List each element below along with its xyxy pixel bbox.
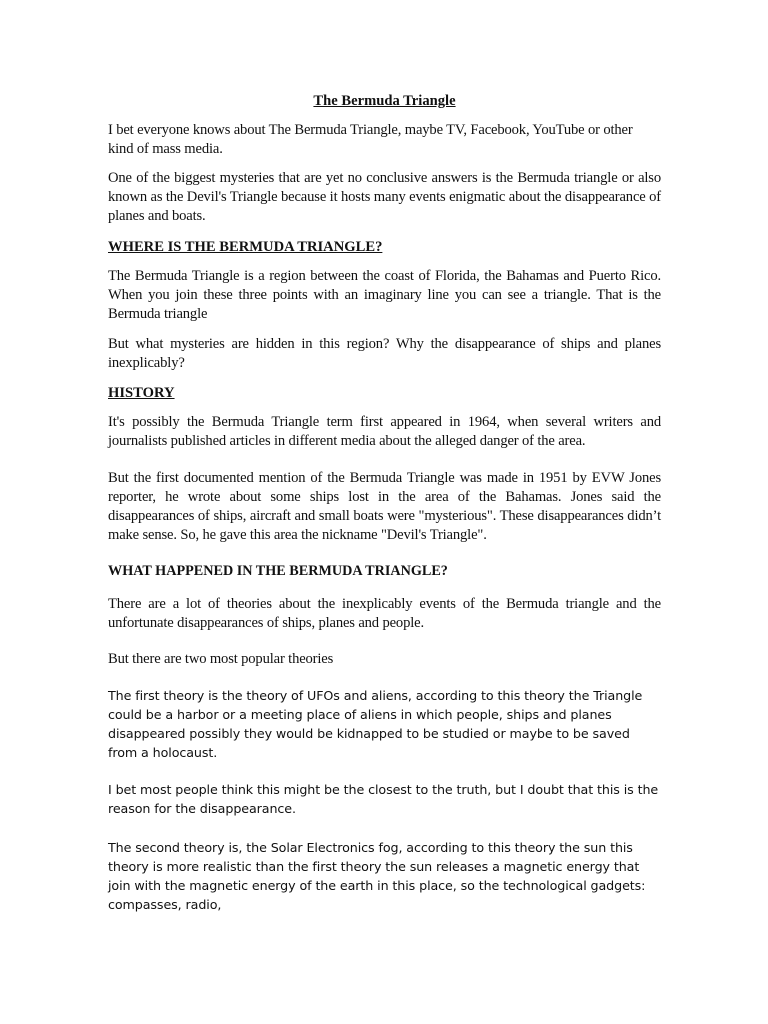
where-paragraph-1: The Bermuda Triangle is a region between the coast of Florida, the Bahamas and Puerto Rico. When you join these three points with an imaginary line you can see a triangle. That is the Bermuda triangle (108, 268, 661, 322)
heading-history: HISTORY (108, 385, 175, 401)
intro-paragraph-1: I bet everyone knows about The Bermuda Triangle, maybe TV, Facebook, YouTube or other kind of mass media. (108, 122, 633, 157)
what-paragraph-5: The second theory is, the Solar Electronics fog, according to this theory the sun this theory is more realistic than the first theory the sun releases a magnetic energy that join with the magnetic energy of the earth in this place, so the technological gadgets: compasses, radio, (108, 840, 646, 912)
intro-paragraph-2: One of the biggest mysteries that are yet no conclusive answers is the Bermuda triangle or also known as the Devil's Triangle because it hosts many events enigmatic about the disappearance of planes and boats. (108, 170, 661, 224)
heading-what-happened: WHAT HAPPENED IN THE BERMUDA TRIANGLE? (108, 563, 448, 579)
what-paragraph-4: I bet most people think this might be the closest to the truth, but I doubt that this is the reason for the disappearance. (108, 782, 659, 816)
where-paragraph-2: But what mysteries are hidden in this region? Why the disappearance of ships and planes inexplicably? (108, 336, 661, 371)
what-paragraph-3: The first theory is the theory of UFOs and aliens, according to this theory the Triangle could be a harbor or a meeting place of aliens in which people, ships and planes disappeared possibly they would be kidnapped to be studied or maybe to be saved from a holocaust. (108, 688, 643, 760)
history-paragraph-2: But the first documented mention of the Bermuda Triangle was made in 1951 by EVW Jones reporter, he wrote about some ships lost in the area of the Bahamas. Jones said the disappearances of ships, aircraft and small boats were "mysterious". These disappearances didn’t make sense. So, he gave this area the nickname "Devil's Triangle". (108, 470, 661, 543)
history-paragraph-1: It's possibly the Bermuda Triangle term first appeared in 1964, when several writers and journalists published articles in different media about the alleged danger of the area. (108, 414, 661, 449)
document-title: The Bermuda Triangle (313, 93, 456, 109)
what-paragraph-1: There are a lot of theories about the inexplicably events of the Bermuda triangle and the unfortunate disappearances of ships, planes and people. (108, 596, 661, 631)
what-paragraph-2: But there are two most popular theories (108, 651, 334, 667)
heading-where: WHERE IS THE BERMUDA TRIANGLE? (108, 239, 383, 255)
